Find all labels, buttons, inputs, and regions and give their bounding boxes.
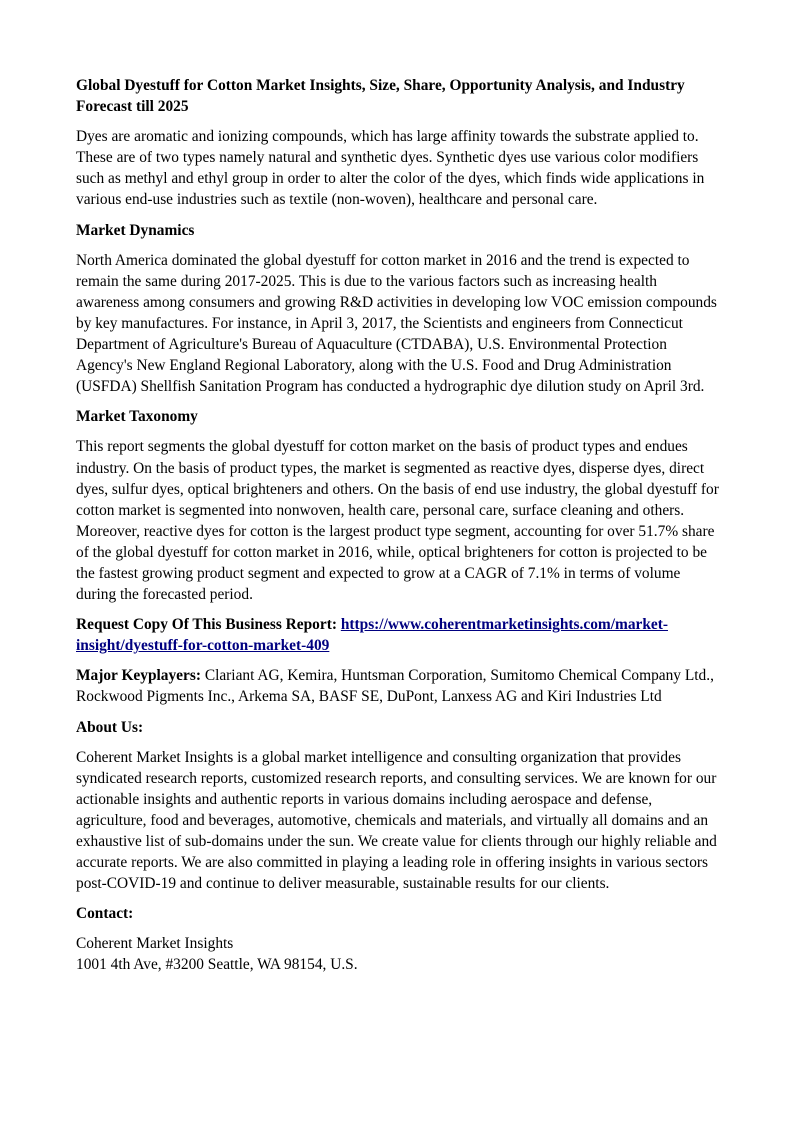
contact-heading: Contact: <box>76 905 134 923</box>
document-title: Global Dyestuff for Cotton Market Insights, Size, Share, Opportunity Analysis, and Industry Forecast till 2025 <box>76 77 685 116</box>
market-taxonomy-heading: Market Taxonomy <box>76 408 198 426</box>
about-heading: About Us: <box>76 718 144 736</box>
contact-block <box>76 933 720 975</box>
contact-address: 1001 4th Ave, #3200 Seattle, WA 98154, U.S. <box>76 956 358 974</box>
about-paragraph: Coherent Market Insights is a global market intelligence and consulting organization that provides syndicated research reports, customized research reports, and consulting services. We are known for our actionable insights and authentic reports in various domains including aerospace and defense, agriculture, food and beverages, automotive, chemicals and materials, and virtually all domains and an exhaustive list of sub-domains under the sun. We create value for clients through our highly reliable and accurate reports. We are also committed in playing a leading role in offering insights in various sectors post-COVID-19 and continue to deliver measurable, sustainable results for our clients. <box>76 748 717 893</box>
market-taxonomy-paragraph: This report segments the global dyestuff for cotton market on the basis of product types and endues industry. On the basis of product types, the market is segmented as reactive dyes, disperse dyes, direct dyes, sulfur dyes, optical brighteners and others. On the basis of end use industry, the global dyestuff for cotton market is segmented into nonwoven, health care, personal care, surface cleaning and others. Moreover, reactive dyes for cotton is the largest product type segment, accounting for over 51.7% share of the global dyestuff for cotton market in 2016, while, optical brighteners for cotton is projected to be the fastest growing product segment and expected to grow at a CAGR of 7.1% in terms of volume during the forecasted period. <box>76 438 719 604</box>
market-dynamics-heading: Market Dynamics <box>76 221 195 239</box>
keyplayers-line <box>76 665 720 707</box>
request-copy-label: Request Copy Of This Business Report: <box>76 616 337 634</box>
keyplayers-label: Major Keyplayers: <box>76 667 201 685</box>
document-page <box>76 75 720 985</box>
market-dynamics-paragraph: North America dominated the global dyestuff for cotton market in 2016 and the trend is expected to remain the same during 2017-2025. This is due to the various factors such as increasing health awareness among consumers and growing R&D activities in developing low VOC emission compounds by key manufactures. For instance, in April 3, 2017, the Scientists and engineers from Connecticut Department of Agriculture's Bureau of Aquaculture (CTDABA), U.S. Environmental Protection Agency's New England Regional Laboratory, along with the U.S. Food and Drug Administration (USFDA) Shellfish Sanitation Program has conducted a hydrographic dye dilution study on April 3rd. <box>76 251 717 396</box>
contact-company: Coherent Market Insights <box>76 935 234 953</box>
report-link[interactable]: https://www.coherentmarketinsights.com/market-insight/dyestuff-for-cotton-market-409 <box>76 616 668 655</box>
request-copy-line <box>76 614 720 656</box>
intro-paragraph: Dyes are aromatic and ionizing compounds, which has large affinity towards the substrate applied to. These are of two types namely natural and synthetic dyes. Synthetic dyes use various color modifiers such as methyl and ethyl group in order to alter the color of the dyes, which finds wide applications in various end-use industries such as textile (non-woven), healthcare and personal care. <box>76 128 705 209</box>
keyplayers-text: Clariant AG, Kemira, Huntsman Corporation, Sumitomo Chemical Company Ltd., Rockwood Pigments Inc., Arkema SA, BASF SE, DuPont, Lanxess AG and Kiri Industries Ltd <box>76 667 714 706</box>
